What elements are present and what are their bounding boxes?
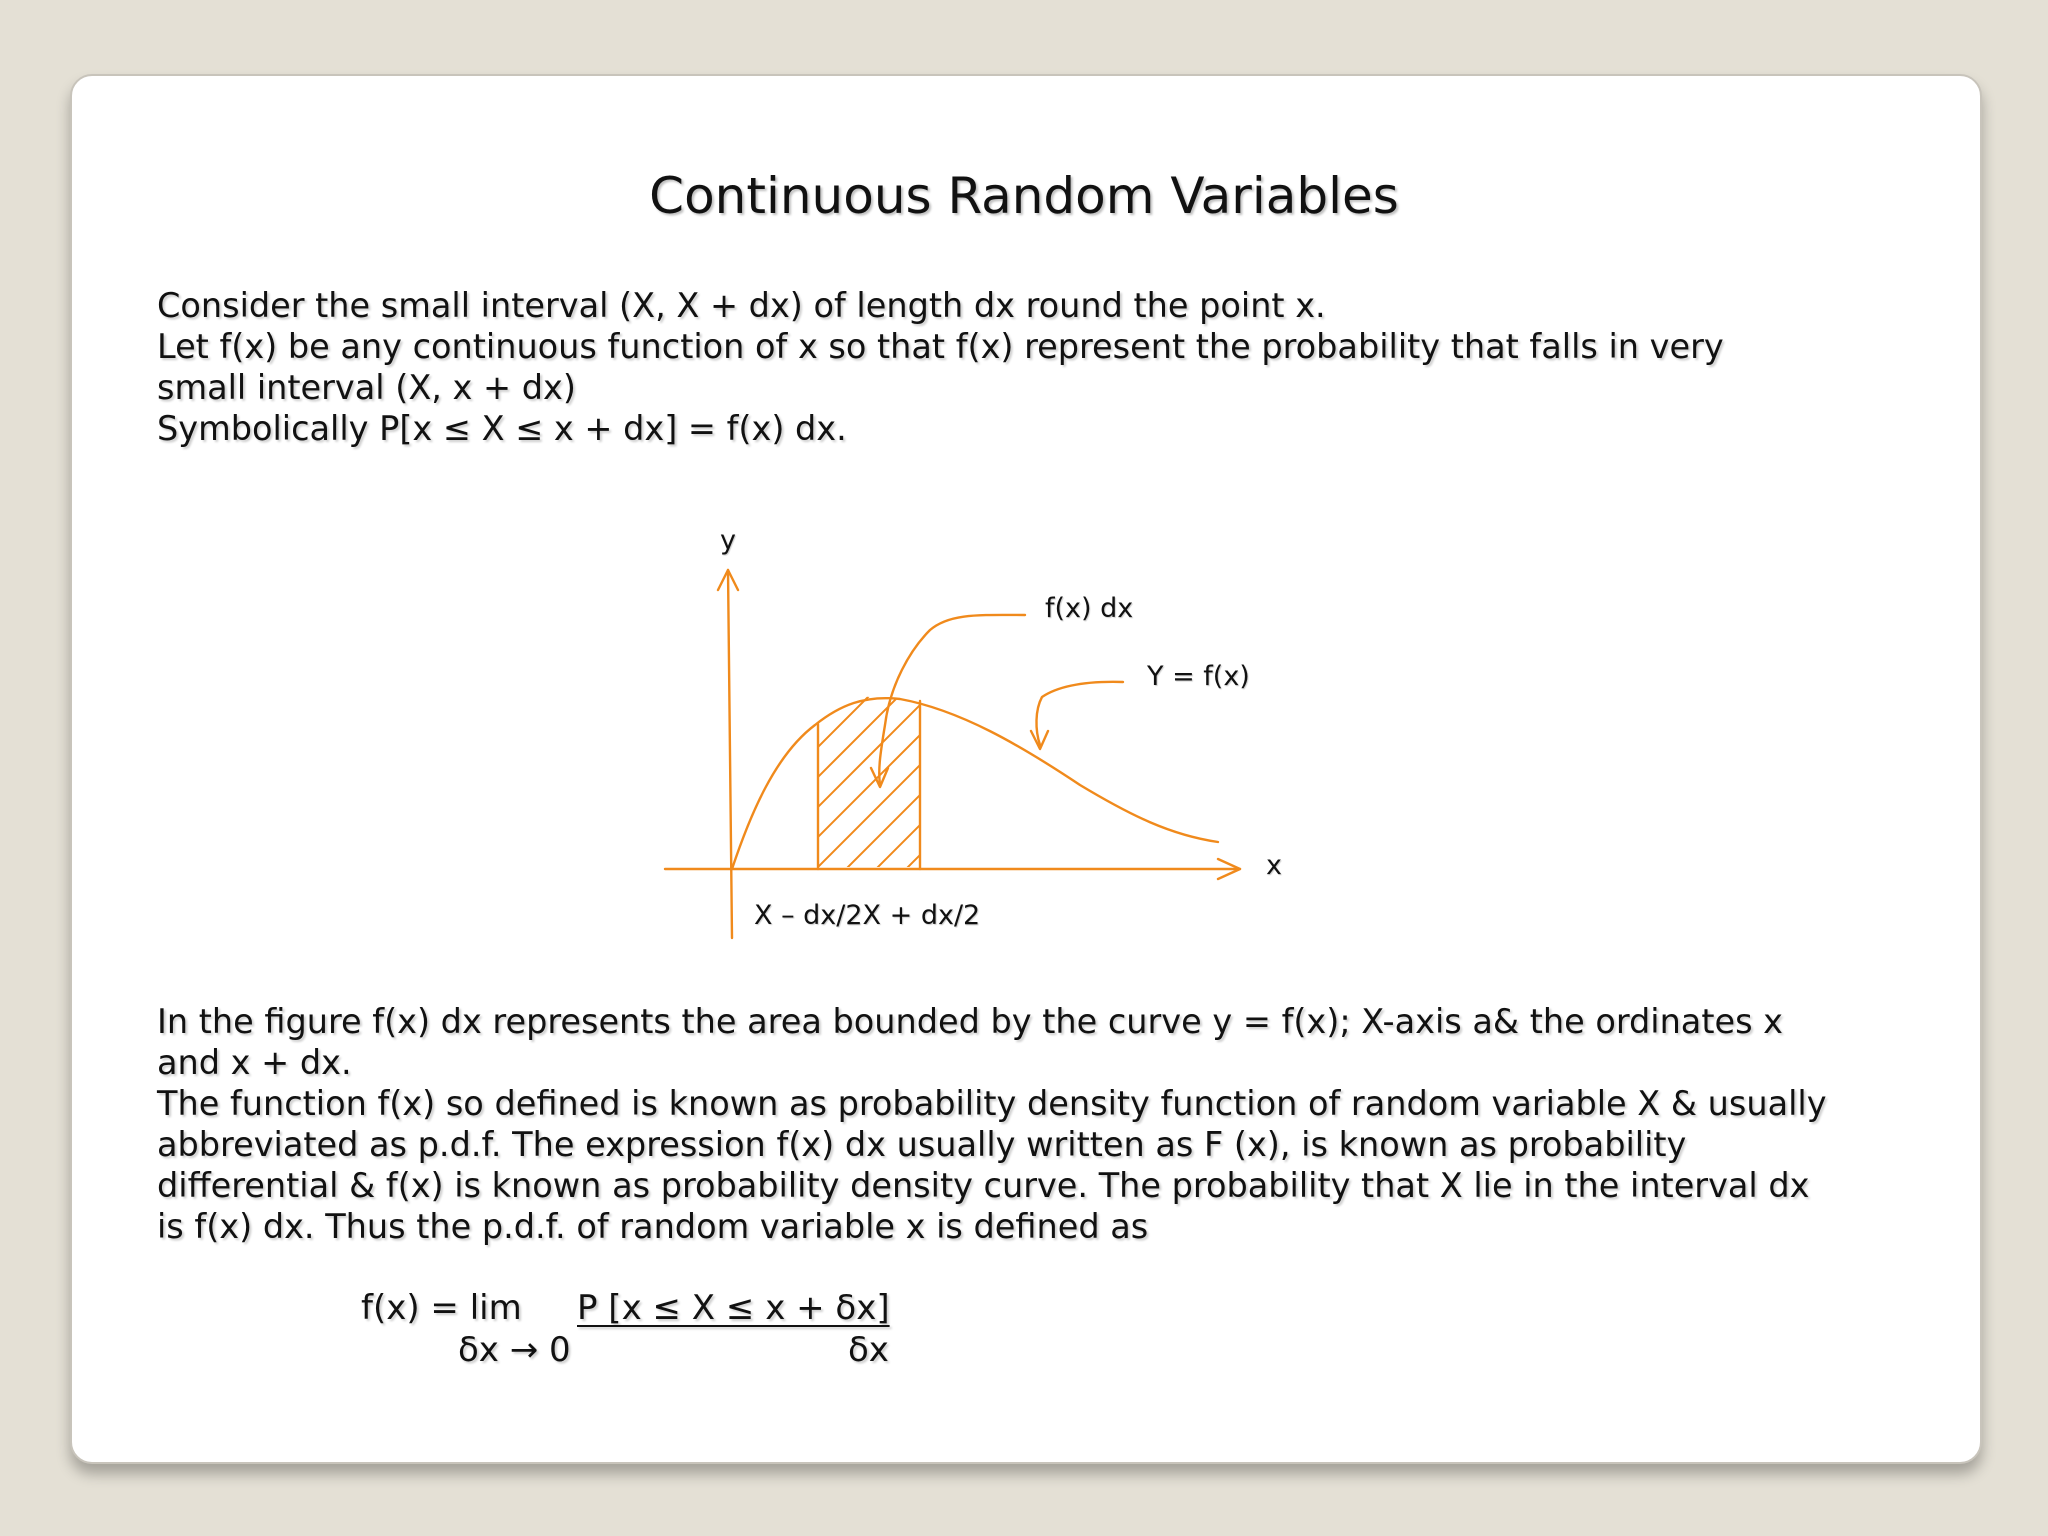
interval-label: X – dx/2X + dx/2 (754, 900, 981, 931)
explain-line: The function f(x) so defined is known as probability density function of random variable X & usually (157, 1084, 1827, 1123)
pdf-figure (640, 515, 1280, 945)
area-label: f(x) dx (1045, 593, 1134, 624)
explain-line: In the figure f(x) dx represents the area bounded by the curve y = f(x); X-axis a& the ordinates x (157, 1002, 1784, 1041)
y-axis (728, 570, 732, 938)
curve-label: Y = f(x) (1147, 661, 1250, 692)
explain-line: abbreviated as p.d.f. The expression f(x) dx usually written as F (x), is known as probability (157, 1125, 1687, 1164)
explain-line: differential & f(x) is known as probability density curve. The probability that X lie in the interval dx (157, 1166, 1810, 1205)
intro-line: Symbolically P[x ≤ X ≤ x + dx] = f(x) dx. (157, 409, 847, 448)
explain-line: and x + dx. (157, 1043, 352, 1082)
y-axis-label: y (720, 525, 736, 556)
formula-lhs: f(x) = lim (361, 1288, 522, 1328)
explain-line: is f(x) dx. Thus the p.d.f. of random variable x is defined as (157, 1207, 1149, 1246)
formula-limit: δx → 0 (458, 1330, 571, 1370)
intro-line: Let f(x) be any continuous function of x so that f(x) represent the probability that falls in very (157, 327, 1724, 366)
formula-numerator: P [x ≤ X ≤ x + δx] (577, 1288, 890, 1328)
explanation-paragraph (157, 1001, 1907, 1247)
formula-denominator: δx (848, 1330, 889, 1370)
density-curve (732, 698, 1218, 869)
curve-pointer (1036, 682, 1123, 745)
slide-title: Continuous Random Variables (649, 167, 1399, 225)
intro-paragraph (157, 285, 1907, 449)
x-axis-label: x (1266, 850, 1282, 881)
intro-line: small interval (X, x + dx) (157, 368, 576, 407)
pdf-figure-svg (640, 515, 1280, 945)
intro-line: Consider the small interval (X, X + dx) of length dx round the point x. (157, 286, 1326, 325)
